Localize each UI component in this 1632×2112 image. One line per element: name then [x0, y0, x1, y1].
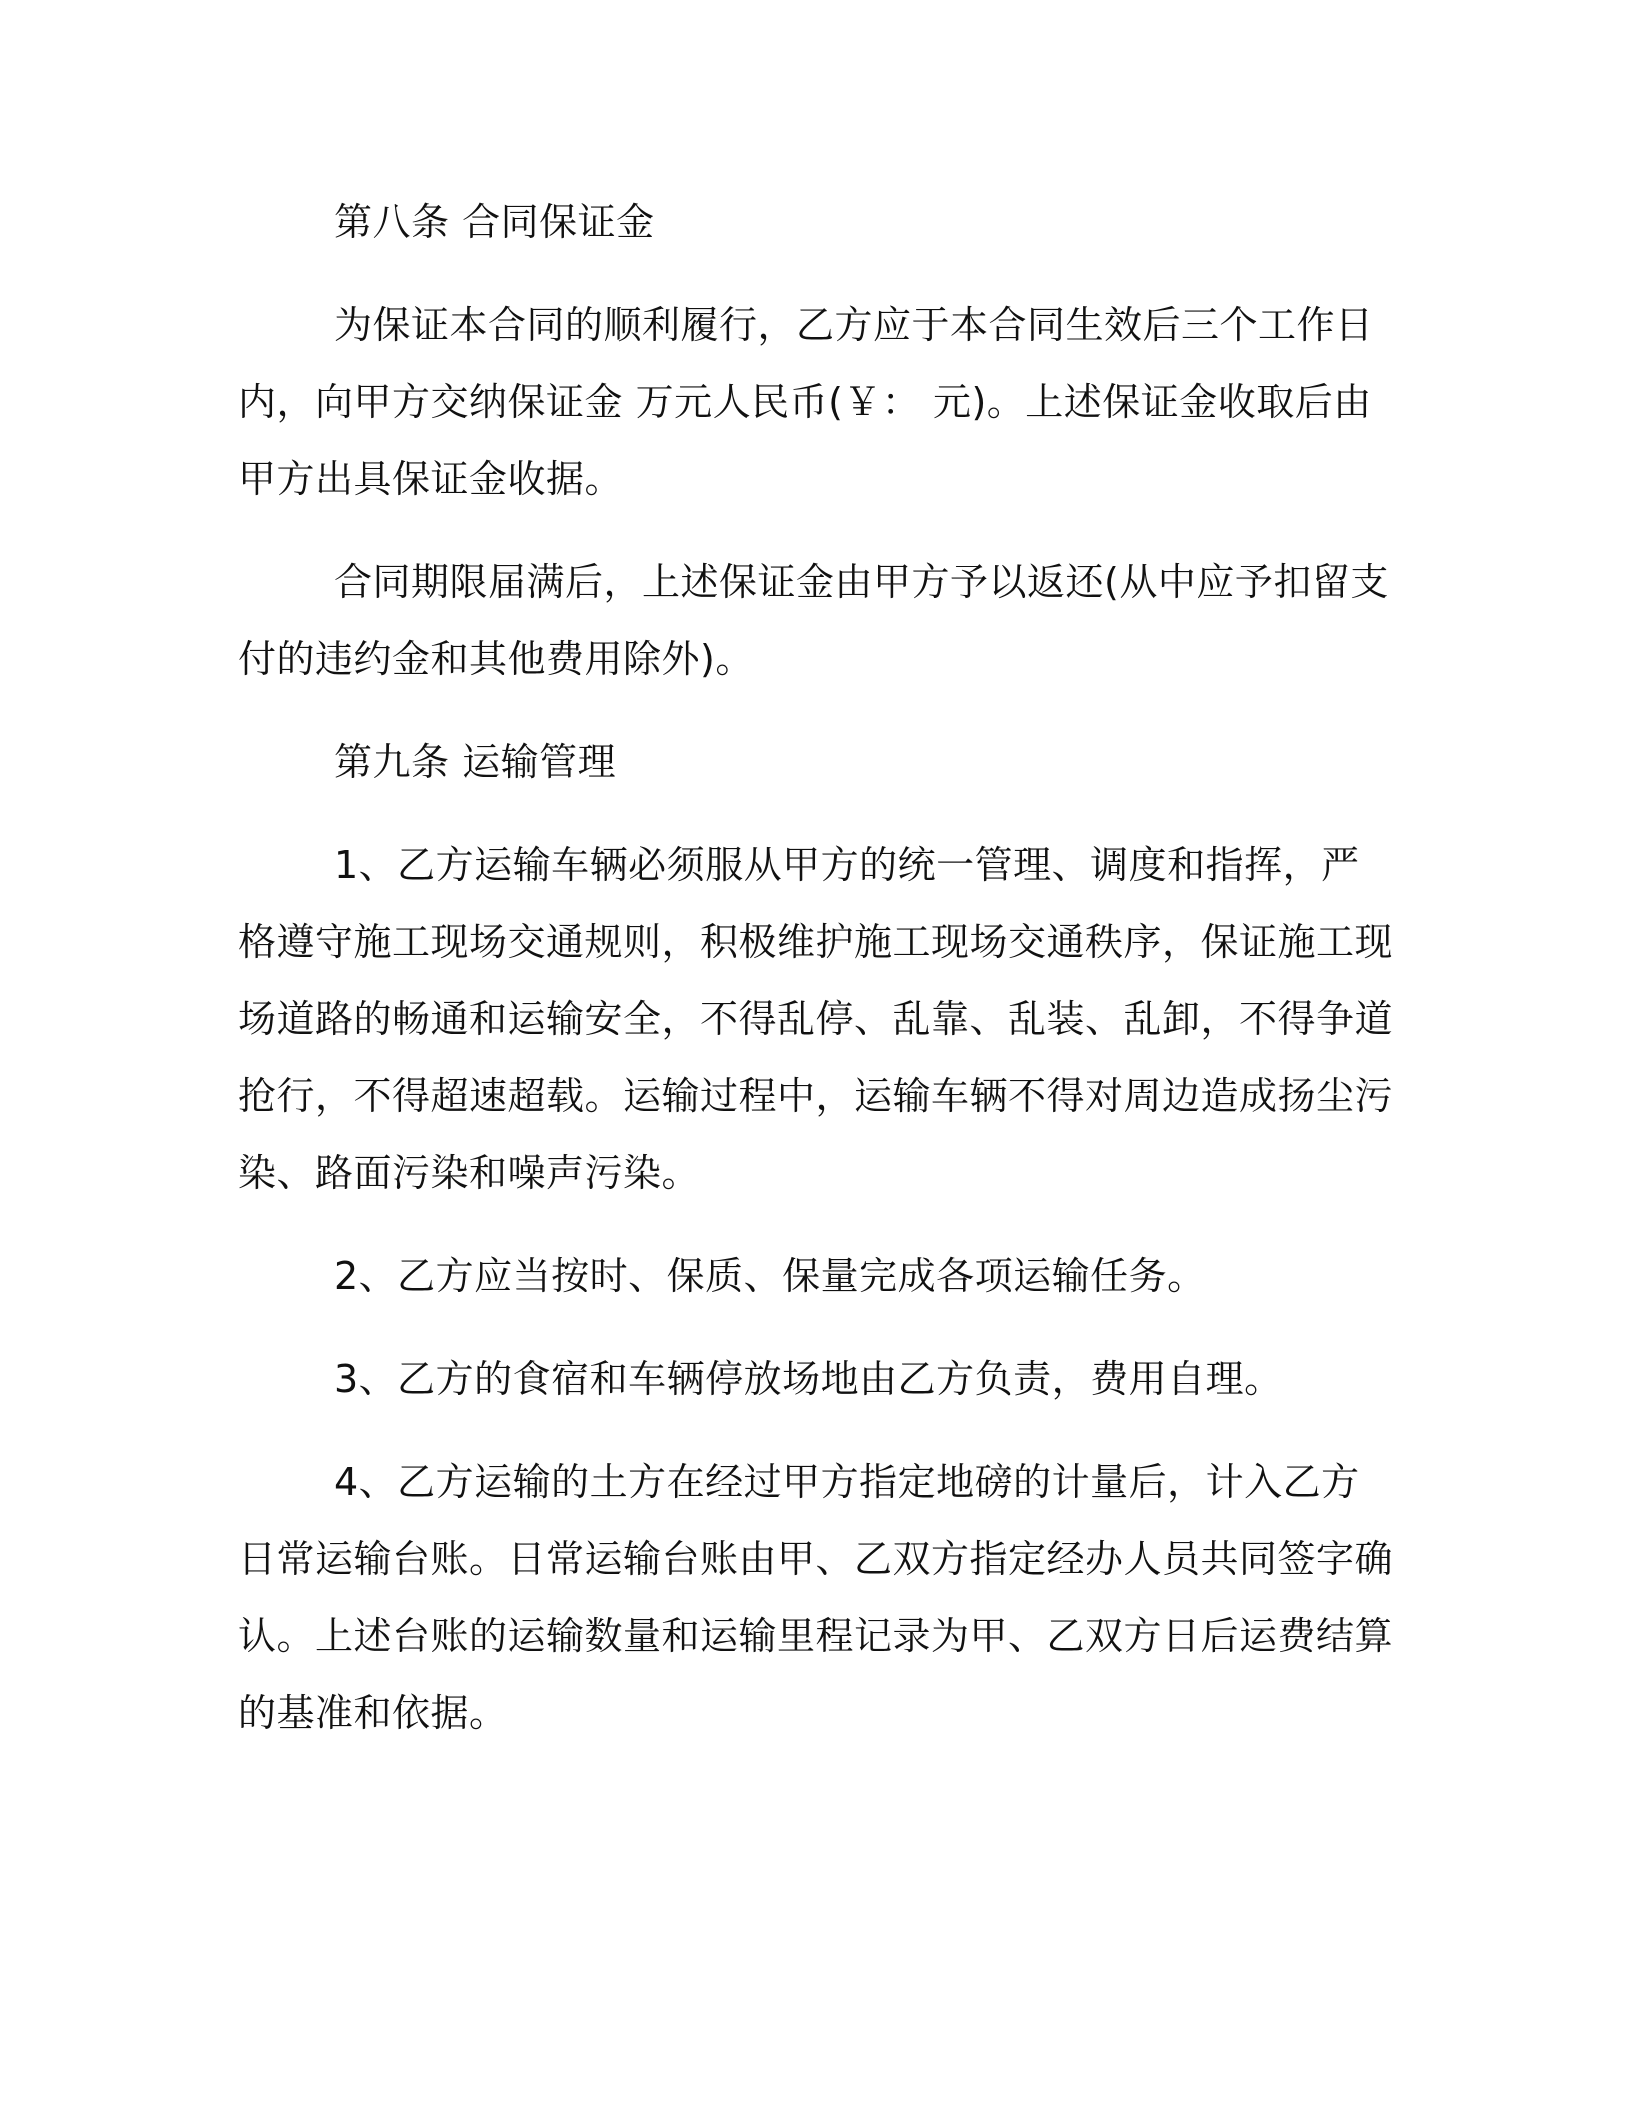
- section-9-item-3: 3、乙方的食宿和车辆停放场地由乙方负责，费用自理。: [334, 1357, 1283, 1401]
- section-8-paragraph-2: 合同期限届满后，上述保证金由甲方予以返还(从中应予扣留支付的违约金和其他费用除外)。: [238, 560, 1389, 681]
- section-9-item-1: 1、乙方运输车辆必须服从甲方的统一管理、调度和指挥，严格遵守施工现场交通规则，积极维护施工现场交通秩序，保证施工现场道路的畅通和运输安全，不得乱停、乱靠、乱装、乱卸，不得争道抢行，不得超速超载。运输过程中，运输车辆不得对周边造成扬尘污染、路面污染和噪声污染。: [238, 843, 1394, 1195]
- section-9-item-2: 2、乙方应当按时、保质、保量完成各项运输任务。: [334, 1254, 1206, 1298]
- section-9-item-4: 4、乙方运输的土方在经过甲方指定地磅的计量后，计入乙方日常运输台账。日常运输台账由甲、乙双方指定经办人员共同签字确认。上述台账的运输数量和运输里程记录为甲、乙双方日后运费结算的基准和依据。: [238, 1460, 1394, 1735]
- section-9-heading: 第九条 运输管理: [334, 740, 617, 784]
- section-8-paragraph-1: 为保证本合同的顺利履行，乙方应于本合同生效后三个工作日内，向甲方交纳保证金 万元人民币(￥： 元)。上述保证金收取后由甲方出具保证金收据。: [238, 303, 1374, 501]
- section-8-heading: 第八条 合同保证金: [334, 200, 655, 244]
- document-body: [238, 184, 1398, 1752]
